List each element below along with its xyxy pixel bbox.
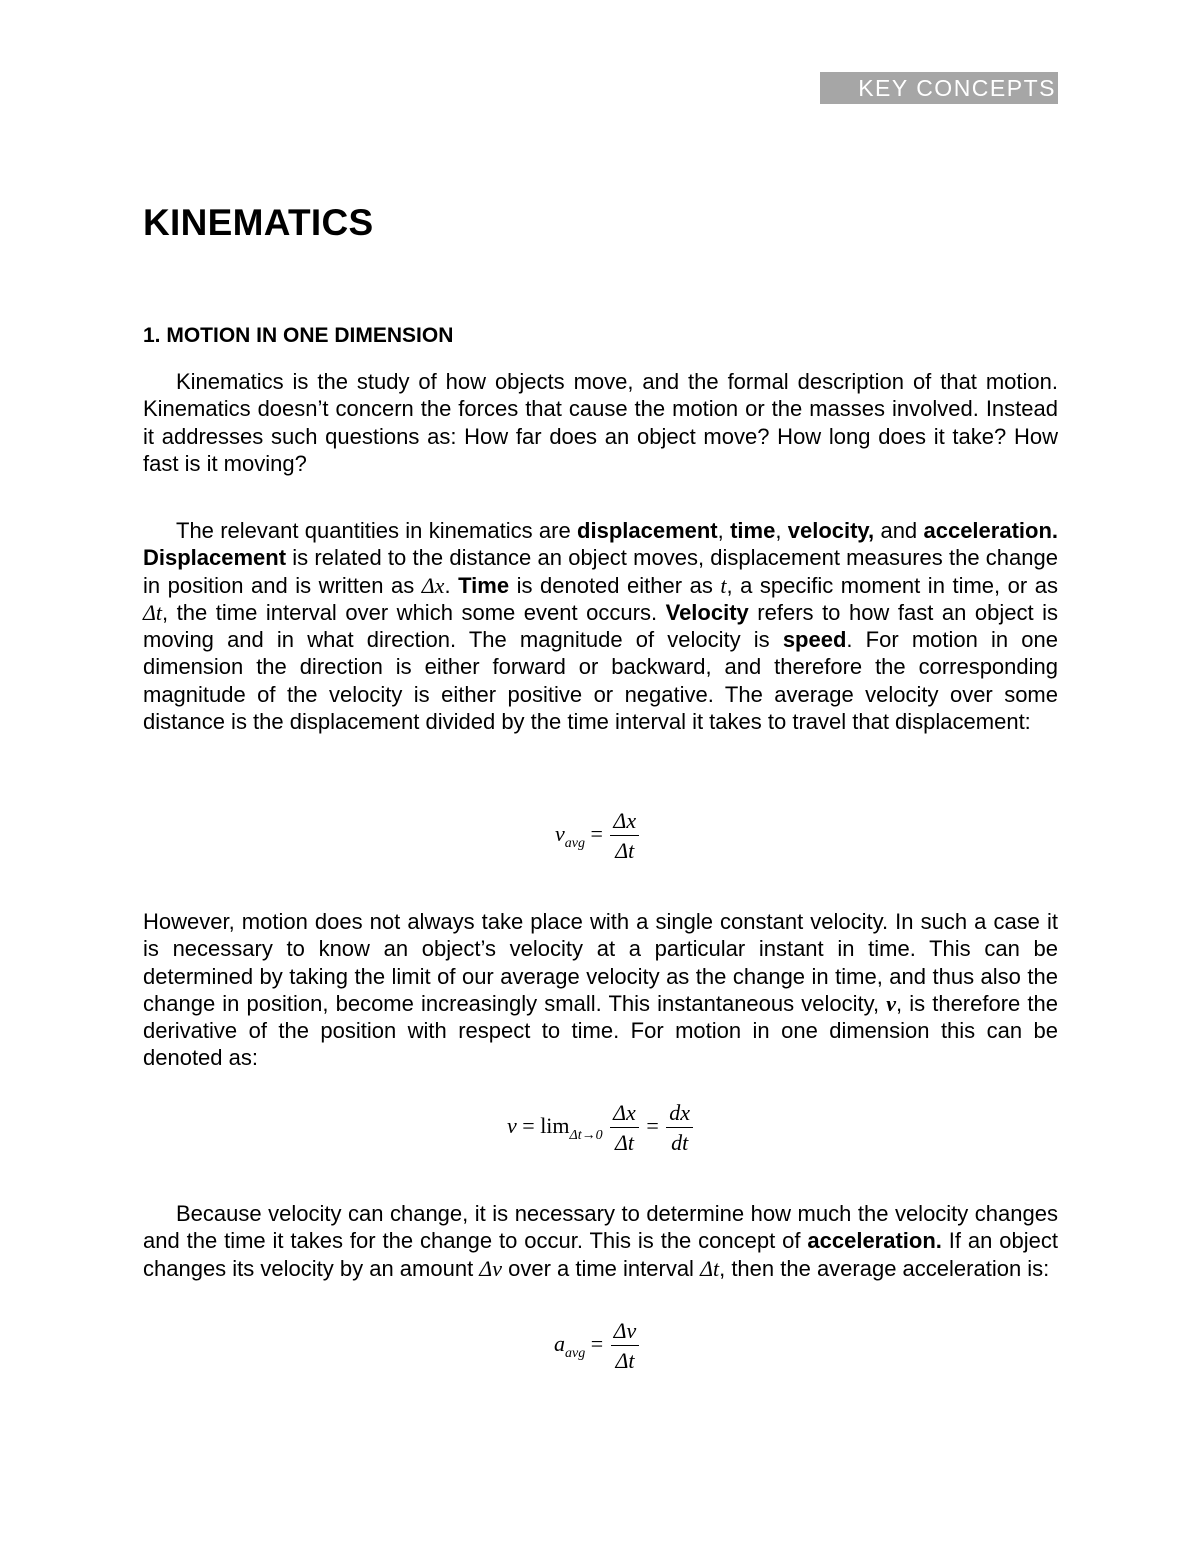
p2-text: is related to the distance an object moves, displacement measures the change in position and is written as (143, 545, 1058, 598)
p2-text: , (775, 518, 788, 543)
eq2-denominator-2: dt (671, 1130, 689, 1155)
p3-text: , is therefore the derivative of the position with respect to time. For motion in one dimension this can be denoted as: (143, 990, 1058, 1071)
p2-text: . (444, 572, 459, 598)
p4-text: , then the average acceleration is: (719, 1255, 1050, 1281)
term-velocity-def: Velocity (665, 599, 749, 625)
equation-instantaneous-velocity (507, 1100, 695, 1156)
p3-text: However, motion does not always take place with a single constant velocity. In such a case it is necessary to know an object’s velocity at a particular instant in time. This can be determined by taking the limit of our average velocity as the change in time, and thus also the change in position, become increasingly small. This instantaneous velocity, (143, 909, 1058, 1016)
equation-average-velocity (555, 808, 641, 864)
term-displacement-def: Displacement (143, 545, 287, 571)
page-title: KINEMATICS (143, 202, 374, 243)
p2-text: and (874, 518, 924, 543)
eq1-numerator: Δx (610, 808, 639, 836)
eq3-subscript: avg (565, 1346, 586, 1362)
eq2-numerator-1: Δx (610, 1100, 639, 1128)
math-delta-t: Δt (143, 599, 163, 625)
eq2-fraction-1 (610, 1100, 639, 1156)
eq3-equals: = (590, 1331, 604, 1357)
eq3-denominator: Δt (615, 1348, 635, 1373)
eq3-numerator: Δv (611, 1318, 640, 1346)
quantities-paragraph (143, 517, 1058, 735)
section-heading: 1. MOTION IN ONE DIMENSION (143, 324, 454, 347)
term-displacement: displacement (577, 518, 718, 543)
p2-text: refers to how fast an object is moving and in what direction. The magnitude of velocity is (143, 599, 1058, 653)
p4-text: over a time interval (501, 1255, 701, 1281)
math-delta-x: Δx (421, 572, 445, 598)
p2-text: The relevant quantities in kinematics are (176, 518, 578, 543)
p4-text: Because velocity can change, it is necessary to determine how much the velocity changes and the time it takes for the change to occur. This is the concept of (143, 1201, 1058, 1254)
p2-text: , a specific moment in time, or as (726, 572, 1058, 598)
eq1-equals: = (590, 821, 603, 847)
eq3-lhs: a (554, 1331, 565, 1357)
term-velocity: velocity, (787, 518, 875, 543)
eq1-denominator: Δt (615, 838, 635, 863)
p2-text: is denoted either as (509, 572, 721, 598)
term-time-def: Time (458, 572, 510, 598)
p2-text: , (717, 518, 731, 543)
intro-paragraph (143, 368, 1058, 477)
eq2-fraction-2 (666, 1100, 693, 1156)
term-acceleration: acceleration. (923, 518, 1058, 543)
eq2-equals-2: = (646, 1113, 659, 1139)
eq2-lim-subscript: Δt→0 (569, 1128, 603, 1144)
math-t: t (720, 572, 727, 598)
eq2-numerator-2: dx (666, 1100, 693, 1128)
eq2-lim: lim (540, 1113, 570, 1139)
math-delta-v: Δv (479, 1255, 502, 1281)
term-acceleration-def: acceleration. (807, 1228, 942, 1254)
p4-text: If an object changes its velocity by an amount (143, 1228, 1058, 1281)
equation-average-acceleration (554, 1318, 641, 1374)
p2-text: , the time interval over which some event occurs. (162, 599, 666, 625)
eq1-fraction (610, 808, 639, 864)
intro-text: Kinematics is the study of how objects move, and the formal description of that motion. Kinematics doesn’t concern the forces that cause the motion or the masses involved. Instead it addresses such questions as: How far does an object move? How long does it take? How fast is it moving? (143, 369, 1058, 476)
p2-text: . For motion in one dimension the direction is either forward or backward, and therefore the corresponding magnitude of the velocity is either positive or negative. The average velocity over some distance is the displacement divided by the time interval it takes to travel that displacement: (143, 627, 1058, 735)
eq2-lhs: v (507, 1113, 517, 1139)
term-speed: speed (782, 627, 847, 653)
eq2-equals: = (522, 1113, 535, 1139)
eq1-lhs: v (555, 821, 565, 847)
eq1-subscript: avg (564, 836, 585, 852)
key-concepts-tag: KEY CONCEPTS (820, 72, 1058, 104)
math-delta-t: Δt (700, 1255, 720, 1281)
eq2-denominator-1: Δt (614, 1130, 634, 1155)
acceleration-paragraph (143, 1200, 1058, 1282)
term-time: time (730, 518, 776, 543)
instantaneous-paragraph (143, 908, 1058, 1072)
math-v: v (886, 990, 896, 1016)
eq3-fraction (611, 1318, 640, 1374)
